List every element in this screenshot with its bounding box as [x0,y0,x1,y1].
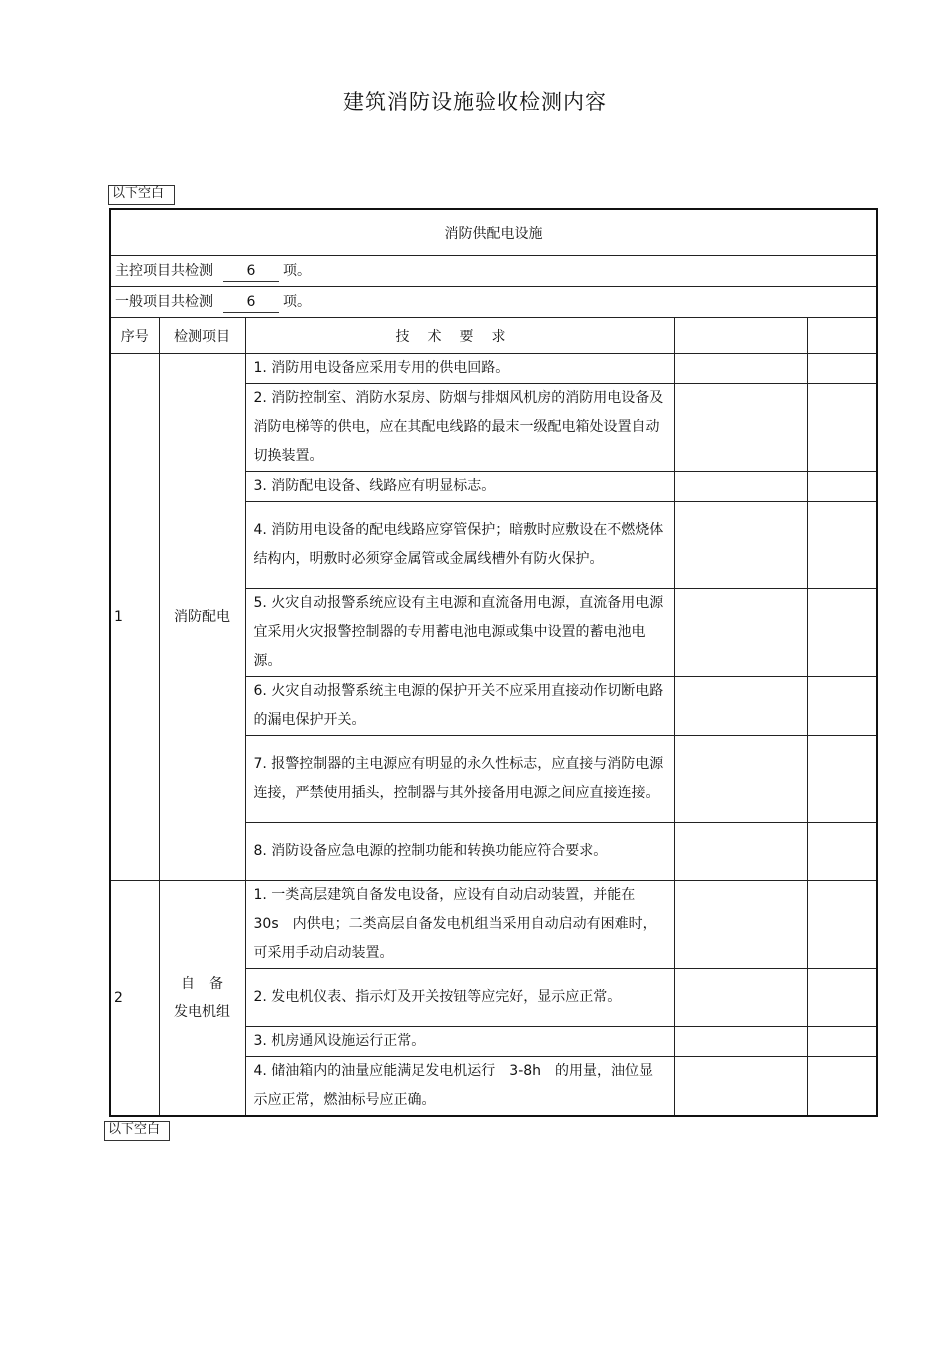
check-cell [674,384,807,472]
requirement-2-1: 1. 一类高层建筑自备发电设备，应设有自动启动装置，并能在 30s 内供电；二类高层自备发电机组当采用自动启动有困难时，可采用手动启动装置。 [245,881,674,969]
header-no: 序号 [110,318,159,354]
group-2-no: 2 [110,881,159,1117]
check-cell [807,354,877,384]
group-1-no: 1 [110,354,159,881]
check-cell [674,969,807,1027]
blank-marker-top: 以下空白 [108,185,175,205]
header-requirement [245,318,674,354]
requirement-1-2: 2. 消防控制室、消防水泵房、防烟与排烟风机房的消防用电设备及消防电梯等的供电，应在其配电线路的最末一级配电箱处设置自动切换装置。 [245,384,674,472]
main-count-suffix: 项。 [283,263,311,279]
check-cell [674,1057,807,1117]
requirement-1-5: 5. 火灾自动报警系统应设有主电源和直流备用电源，直流备用电源宜采用火灾报警控制器的专用蓄电池电源或集中设置的蓄电池电源。 [245,589,674,677]
requirement-1-3: 3. 消防配电设备、线路应有明显标志。 [245,472,674,502]
check-cell [807,736,877,823]
check-cell [807,823,877,881]
header-requirement-text: 技术要求 [395,328,524,345]
header-item: 检测项目 [159,318,245,354]
requirement-1-7: 7. 报警控制器的主电源应有明显的永久性标志，应直接与消防电源连接，严禁使用插头，控制器与其外接备用电源之间应直接连接。 [245,736,674,823]
section-title: 消防供配电设施 [110,209,877,256]
check-cell [807,384,877,472]
check-cell [674,502,807,589]
general-count-suffix: 项。 [283,294,311,310]
blank-marker-bottom: 以下空白 [104,1121,170,1141]
check-cell [674,736,807,823]
check-cell [674,823,807,881]
check-cell [807,1027,877,1057]
group-2-item-line1: 自 备 [181,976,223,992]
inspection-table [109,208,878,1117]
check-cell [807,677,877,736]
general-count-row [110,287,877,318]
requirement-2-2: 2. 发电机仪表、指示灯及开关按钮等应完好，显示应正常。 [245,969,674,1027]
general-count-label: 一般项目共检测 [115,294,213,310]
check-cell [674,354,807,384]
check-cell [674,1027,807,1057]
check-cell [807,472,877,502]
check-cell [674,881,807,969]
check-cell [674,677,807,736]
requirement-2-4: 4. 储油箱内的油量应能满足发电机运行 3-8h 的用量，油位显示应正常，燃油标号应正确。 [245,1057,674,1117]
header-blank-2 [807,318,877,354]
group-2-item [159,881,245,1117]
requirement-2-3: 3. 机房通风设施运行正常。 [245,1027,674,1057]
group-1-item: 消防配电 [159,354,245,881]
main-count-value: 6 [223,261,279,282]
main-count-label: 主控项目共检测 [115,263,213,279]
main-count-row [110,256,877,287]
table-header-row [110,318,877,354]
group-2-item-line2: 发电机组 [174,1004,230,1020]
check-cell [807,589,877,677]
table-row [110,881,877,969]
check-cell [674,589,807,677]
requirement-1-1: 1. 消防用电设备应采用专用的供电回路。 [245,354,674,384]
check-cell [674,472,807,502]
general-count-value: 6 [223,292,279,313]
document-title: 建筑消防设施验收检测内容 [343,90,607,114]
requirement-1-4: 4. 消防用电设备的配电线路应穿管保护；暗敷时应敷设在不燃烧体结构内，明敷时必须穿金属管或金属线槽外有防火保护。 [245,502,674,589]
check-cell [807,969,877,1027]
check-cell [807,1057,877,1117]
requirement-1-6: 6. 火灾自动报警系统主电源的保护开关不应采用直接动作切断电路的漏电保护开关。 [245,677,674,736]
check-cell [807,881,877,969]
requirement-1-8: 8. 消防设备应急电源的控制功能和转换功能应符合要求。 [245,823,674,881]
header-blank-1 [674,318,807,354]
check-cell [807,502,877,589]
table-row [110,354,877,384]
